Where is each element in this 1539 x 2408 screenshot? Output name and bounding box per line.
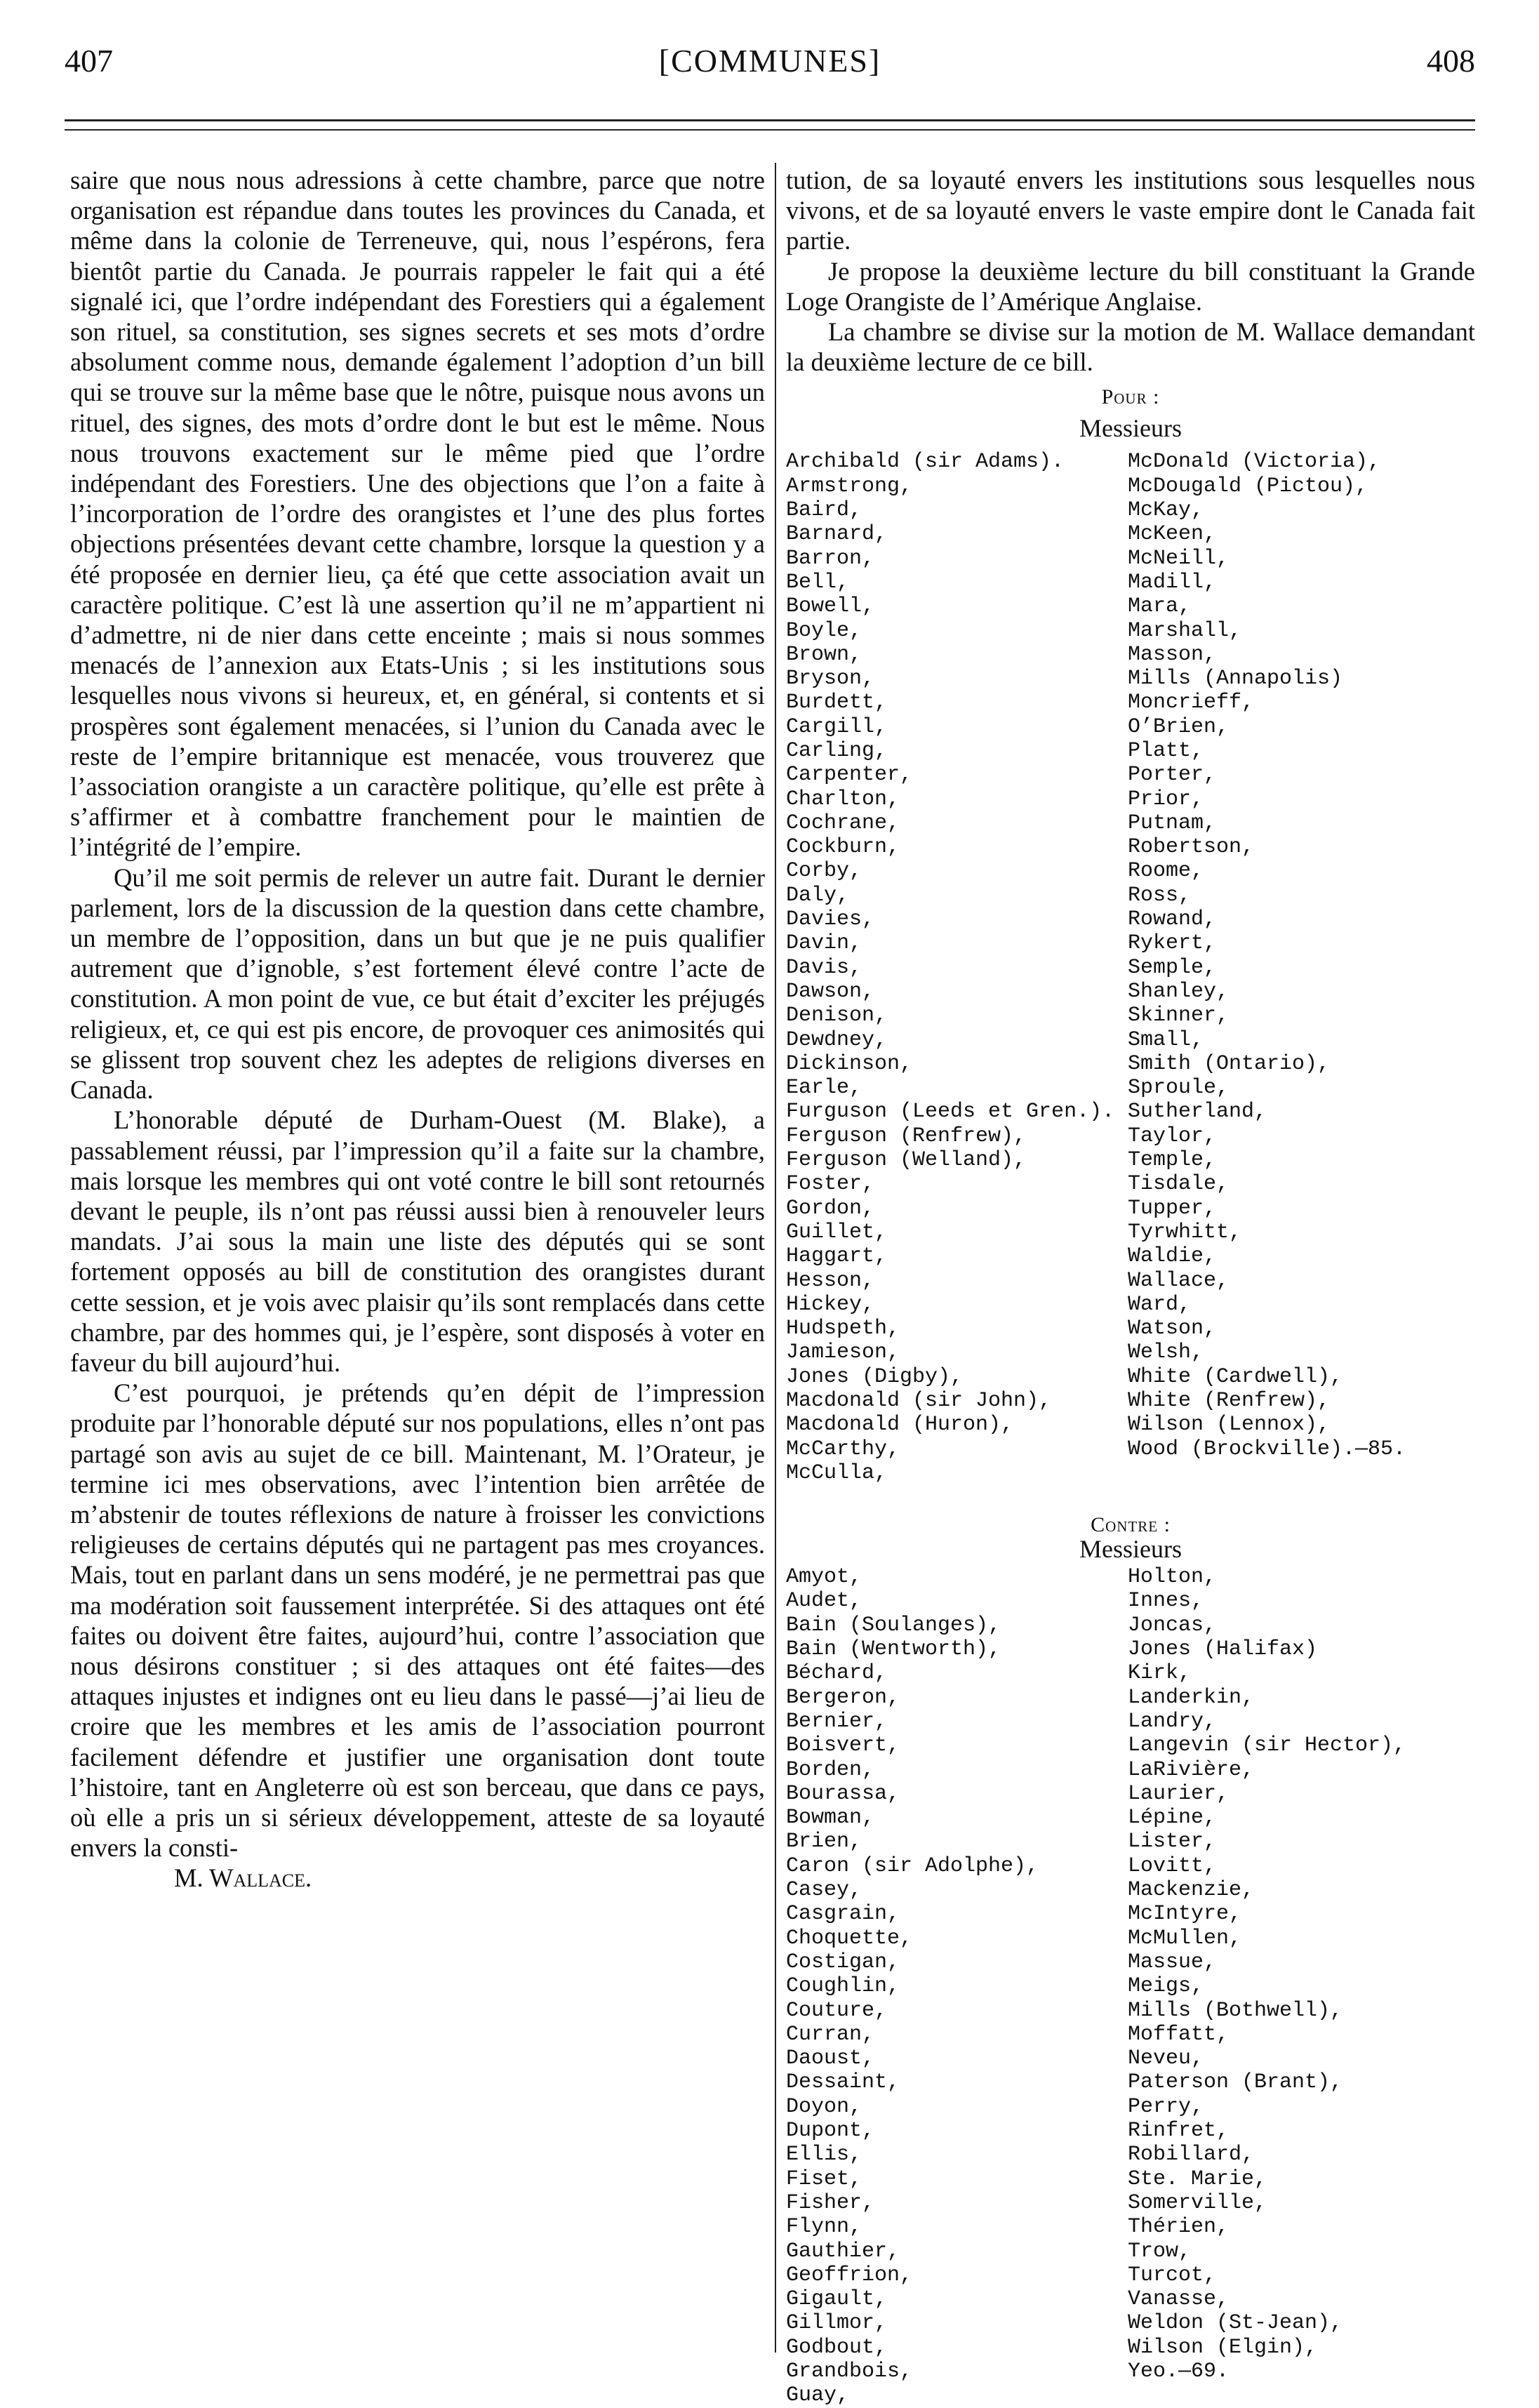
paragraph: saire que nous nous adressions à cette chambre, parce que notre organisation est répandue dans toutes les provinces du Canada, et même dans la colonie de Terreneuve, qui, nous l’espérons, fera bientôt partie du Canada. Je pourrais rappeler le fait qui a été signalé ici, que l’ordre indépendant des Forestiers qui a également son rituel, sa constitution, ses signes secrets et ses mots d’ordre absolument comme nous, demande également l’adoption d’un bill qui se trouve sur la même base que le nôtre, puisque nous avons un rituel, des signes, des mots d’ordre dont le but est le même. Nous nous trouvons exactement sur le même pied que l’ordre indépendant des Forestiers. Une des objections que l’on a faite à l’incorporation de l’ordre des orangistes et l’une des plus fortes objections présentées devant cette chambre, lorsque la question y a été proposée en dernier lieu, ça été que cette association avait un caractère politique. C’est là une assertion qu’il ne m’appartient ni d’admettre, ni de nier dans cette enceinte ; mais si nous sommes menacés de l’annexion aux Etats-Unis ; si les institutions sous lesquelles nous vivons si heureux, et, en général, si contents et si prospères sont également menacées, si l’union du Canada avec le reste de l’empire britannique est menacée, vous trouverez que l’association orangiste a un caractère politique, qu’elle est prête à s’affirmer et à combattre franchement pour le maintien de l’intégrité de l’empire.	[70, 166, 765, 862]
member-name: Somerville,	[1128, 2190, 1267, 2215]
header-rule-thick	[65, 119, 1475, 121]
member-name: Davies,	[786, 907, 875, 932]
member-name: Sproule,	[1128, 1076, 1230, 1100]
member-name: Béchard,	[786, 1661, 888, 1686]
member-name: Curran,	[786, 2022, 875, 2047]
member-name: Burdett,	[786, 691, 888, 715]
member-name: Neveu,	[1128, 2047, 1204, 2071]
vote-pour-subheading: Messieurs	[1079, 414, 1182, 443]
member-name: Bryson,	[786, 667, 875, 691]
name-column	[786, 1565, 1128, 2407]
member-name: Mara,	[1128, 594, 1192, 619]
member-name: Bourassa,	[786, 1781, 900, 1806]
member-name: Brown,	[786, 642, 862, 667]
member-name: Choquette,	[786, 1926, 913, 1950]
member-name: Bowman,	[786, 1806, 875, 1830]
member-name: Ferguson (Welland),	[786, 1148, 1027, 1173]
member-name: Doyon,	[786, 2094, 862, 2119]
member-name: Couture,	[786, 1998, 888, 2023]
member-name: LaRivière,	[1128, 1757, 1255, 1782]
member-name: Landry,	[1128, 1709, 1217, 1734]
paragraph: C’est pourquoi, je prétends qu’en dépit de l’impression produite par l’honorable député sur nos populations, elles n’ont pas partagé son avis au sujet de ce bill. Maintenant, M. l’Orateur, je termine ici mes observations, avec l’intention bien arrêtée de m’abstenir de toutes réflexions de nature à froisser les convictions religieuses de certains députés qui ne partagent pas mes croyances. Mais, tout en parlant dans un sens modéré, je ne permettrai pas que ma modération soit faussement interprétée. Si des attaques ont été faites ou doivent être faites, aujourd’hui, contre l’association que nous désirons constituer ; si des attaques ont été faites—des attaques injustes et indignes ont eu lieu dans le passé—j’ai lieu de croire que les membres et les amis de l’association pourront facilement défendre et justifier une organisation dont toute l’histoire, tant en Angleterre où est son berceau, que dans ce pays, où elle a pris un si sérieux développement, atteste de sa loyauté envers la consti-	[70, 1378, 765, 1863]
member-name: Guillet,	[786, 1220, 888, 1244]
member-name: Coughlin,	[786, 1974, 900, 1999]
member-name: Smith (Ontario),	[1128, 1051, 1331, 1076]
member-name: McIntyre,	[1128, 1902, 1242, 1927]
member-name: Porter,	[1128, 763, 1217, 787]
member-name: Vanasse,	[1128, 2287, 1230, 2312]
member-name: Gauthier,	[786, 2239, 900, 2263]
member-name: Bain (Wentworth),	[786, 1637, 1001, 1662]
member-name: Robertson,	[1128, 835, 1255, 860]
member-name: Turcot,	[1128, 2263, 1217, 2287]
member-name: McDonald (Victoria),	[1128, 450, 1381, 474]
member-name: McMullen,	[1128, 1926, 1242, 1950]
member-name: Daly,	[786, 883, 850, 907]
member-name: Grandbois,	[786, 2359, 913, 2383]
member-name: Baird,	[786, 498, 862, 523]
member-name: Ellis,	[786, 2143, 862, 2167]
member-name: Welsh,	[1128, 1341, 1204, 1365]
member-name: Dessaint,	[786, 2070, 900, 2095]
vote-pour-heading: Pour :	[1101, 385, 1160, 409]
vote-contre-heading: Contre :	[1091, 1513, 1171, 1537]
member-name: Gordon,	[786, 1196, 875, 1220]
member-name: McDougald (Pictou),	[1128, 474, 1368, 498]
member-name: Bowell,	[786, 594, 875, 619]
member-name: Casgrain,	[786, 1902, 900, 1927]
member-name: Hudspeth,	[786, 1317, 900, 1341]
member-name: Haggart,	[786, 1244, 888, 1269]
member-name: Daoust,	[786, 2047, 875, 2071]
member-name: Earle,	[786, 1076, 862, 1100]
member-name: Furguson (Leeds et Gren.).	[786, 1100, 1115, 1124]
member-name: Tupper,	[1128, 1196, 1217, 1220]
member-name: Shanley,	[1128, 979, 1230, 1004]
member-name: Ward,	[1128, 1292, 1192, 1317]
member-name: Bell,	[786, 570, 850, 594]
paragraph: Qu’il me soit permis de relever un autre fait. Durant le dernier parlement, lors de la discussion de la question dans cette chambre, un membre de l’opposition, dans un but que je ne puis qualifier autrement que d’ignoble, s’est fortement élevé contre l’acte de constitution. A mon point de vue, ce but était d’exciter les préjugés religieux, et, ce qui est pis encore, de provoquer ces animosités qui se glissent trop souvent chez les adeptes de religions diverses en Canada.	[70, 863, 765, 1105]
member-name: Carling,	[786, 738, 888, 763]
paragraph: tution, de sa loyauté envers les institutions sous lesquelles nous vivons, et de sa loyauté envers le vaste empire dont le Canada fait partie.	[786, 166, 1475, 255]
member-name: Dawson,	[786, 979, 875, 1004]
name-column	[786, 450, 1128, 1485]
member-name: Cockburn,	[786, 835, 900, 860]
member-name: Davin,	[786, 931, 862, 956]
member-name: Paterson (Brant),	[1128, 2070, 1343, 2095]
header-rule-thin	[65, 129, 1475, 131]
member-name: Innes,	[1128, 1589, 1204, 1614]
name-column	[1128, 1565, 1475, 2407]
member-name: Ross,	[1128, 883, 1192, 907]
member-name: Fiset,	[786, 2167, 862, 2191]
member-name: Tyrwhitt,	[1128, 1220, 1242, 1244]
member-name: Rykert,	[1128, 931, 1217, 956]
member-name: Mills (Bothwell),	[1128, 1998, 1343, 2023]
member-name: O’Brien,	[1128, 714, 1230, 739]
member-name: Corby,	[786, 859, 862, 884]
vote-contre-list	[786, 1565, 1475, 2407]
member-name: Sutherland,	[1128, 1100, 1267, 1124]
paragraph: Je propose la deuxième lecture du bill constituant la Grande Loge Orangiste de l’Amérique Anglaise.	[786, 256, 1475, 316]
member-name: Rinfret,	[1128, 2119, 1230, 2143]
paragraph: La chambre se divise sur la motion de M. Wallace demandant la deuxième lecture de ce bill.	[786, 317, 1475, 377]
member-name: Perry,	[1128, 2094, 1204, 2119]
member-name: Denison,	[786, 1004, 888, 1028]
member-name: Wood (Brockville).—85.	[1128, 1437, 1406, 1461]
member-name: Casey,	[786, 1878, 862, 1903]
member-name: Putnam,	[1128, 811, 1217, 835]
member-name: Langevin (sir Hector),	[1128, 1734, 1406, 1758]
member-name: Foster,	[786, 1172, 875, 1197]
member-name: Joncas,	[1128, 1613, 1217, 1637]
member-name: Taylor,	[1128, 1124, 1217, 1148]
member-name: Prior,	[1128, 787, 1204, 811]
member-name: Meigs,	[1128, 1974, 1204, 1999]
column-divider	[775, 163, 776, 2353]
member-name: Skinner,	[1128, 1004, 1230, 1028]
member-name: Wilson (Lennox),	[1128, 1413, 1331, 1437]
member-name: Dewdney,	[786, 1027, 888, 1052]
member-name: Dickinson,	[786, 1051, 913, 1076]
member-name: Amyot,	[786, 1565, 862, 1590]
member-name: Audet,	[786, 1589, 862, 1614]
member-name: Bergeron,	[786, 1685, 900, 1710]
member-name: Gillmor,	[786, 2311, 888, 2336]
member-name: McKay,	[1128, 498, 1204, 523]
member-name: Caron (sir Adolphe),	[786, 1854, 1039, 1878]
member-name: Semple,	[1128, 955, 1217, 980]
member-name: Roome,	[1128, 859, 1204, 884]
member-name: Bernier,	[786, 1709, 888, 1734]
member-name: Tisdale,	[1128, 1172, 1230, 1197]
member-name: Fisher,	[786, 2190, 875, 2215]
member-name: White (Renfrew),	[1128, 1389, 1331, 1413]
page-header	[65, 42, 1475, 84]
member-name: Gigault,	[786, 2287, 888, 2312]
member-name: Hesson,	[786, 1268, 875, 1293]
member-name: Kirk,	[1128, 1661, 1192, 1686]
member-name: Guay,	[786, 2383, 850, 2408]
member-name: Mackenzie,	[1128, 1878, 1255, 1903]
member-name: Masson,	[1128, 642, 1217, 667]
member-name: McKeen,	[1128, 522, 1217, 547]
member-name: Lépine,	[1128, 1806, 1217, 1830]
member-name: Wallace,	[1128, 1268, 1230, 1293]
page-number-left: 407	[65, 43, 113, 79]
member-name: Moffatt,	[1128, 2022, 1230, 2047]
member-name: Robillard,	[1128, 2143, 1255, 2167]
member-name: McNeill,	[1128, 546, 1230, 571]
member-name: Macdonald (Huron),	[786, 1413, 1014, 1437]
member-name: Godbout,	[786, 2335, 888, 2360]
member-name: Flynn,	[786, 2215, 862, 2240]
right-column	[786, 165, 1475, 2408]
member-name: Davis,	[786, 955, 862, 980]
member-name: Ferguson (Renfrew),	[786, 1124, 1027, 1148]
member-name: Boisvert,	[786, 1734, 900, 1758]
member-name: Carpenter,	[786, 763, 913, 787]
member-name: Cochrane,	[786, 811, 900, 835]
member-name: Platt,	[1128, 738, 1204, 763]
paragraph: L’honorable député de Durham-Ouest (M. Blake), a passablement réussi, par l’impression qu’il a faite sur la chambre, mais lorsque les membres qui ont voté contre le bill sont retournés devant le peuple, ils n’ont pas réussi aussi bien à renouveler leurs mandats. J’ai sous la main une liste des députés qui se sont fortement opposés au bill de constitution des orangistes durant cette session, et je vois avec plaisir qu’ils sont remplacés dans cette chambre, par des hommes qui, je l’espère, sont disposés à voter en faveur du bill aujourd’hui.	[70, 1105, 765, 1377]
member-name: Bain (Soulanges),	[786, 1613, 1001, 1637]
member-name: Hickey,	[786, 1292, 875, 1317]
member-name: Lister,	[1128, 1830, 1217, 1854]
left-column	[70, 165, 765, 1894]
member-name: Lovitt,	[1128, 1854, 1217, 1878]
member-name: Madill,	[1128, 570, 1217, 594]
member-name: Borden,	[786, 1757, 875, 1782]
member-name: Jamieson,	[786, 1341, 900, 1365]
member-name: Yeo.—69.	[1128, 2359, 1230, 2383]
member-name: Cargill,	[786, 714, 888, 739]
member-name: Rowand,	[1128, 907, 1217, 932]
member-name: Mills (Annapolis)	[1128, 667, 1343, 691]
speaker-signature: M. Wallace.	[174, 1863, 312, 1893]
member-name: Geoffrion,	[786, 2263, 913, 2287]
member-name: Thérien,	[1128, 2215, 1230, 2240]
name-column	[1128, 450, 1475, 1485]
page-number-right: 408	[1427, 43, 1475, 79]
member-name: Charlton,	[786, 787, 900, 811]
member-name: Wilson (Elgin),	[1128, 2335, 1318, 2360]
member-name: Moncrieff,	[1128, 691, 1255, 715]
member-name: Small,	[1128, 1027, 1204, 1052]
running-title: [COMMUNES]	[658, 43, 881, 79]
member-name: Marshall,	[1128, 618, 1242, 643]
member-name: Archibald (sir Adams).	[786, 450, 1065, 474]
vote-pour-list	[786, 450, 1475, 1485]
member-name: Dupont,	[786, 2119, 875, 2143]
member-name: Macdonald (sir John),	[786, 1389, 1052, 1413]
member-name: Massue,	[1128, 1950, 1217, 1974]
member-name: Barnard,	[786, 522, 888, 547]
vote-contre-subheading: Messieurs	[1079, 1535, 1182, 1564]
member-name: Armstrong,	[786, 474, 913, 498]
member-name: Trow,	[1128, 2239, 1192, 2263]
member-name: McCulla,	[786, 1461, 888, 1485]
member-name: Barron,	[786, 546, 875, 571]
member-name: Jones (Digby),	[786, 1364, 964, 1389]
member-name: McCarthy,	[786, 1437, 900, 1461]
member-name: Brien,	[786, 1830, 862, 1854]
member-name: Ste. Marie,	[1128, 2167, 1267, 2191]
member-name: Costigan,	[786, 1950, 900, 1974]
member-name: Waldie,	[1128, 1244, 1217, 1269]
member-name: Watson,	[1128, 1317, 1217, 1341]
member-name: Temple,	[1128, 1148, 1217, 1173]
member-name: Landerkin,	[1128, 1685, 1255, 1710]
member-name: Jones (Halifax)	[1128, 1637, 1318, 1662]
member-name: Boyle,	[786, 618, 862, 643]
member-name: Holton,	[1128, 1565, 1217, 1590]
member-name: Weldon (St-Jean),	[1128, 2311, 1343, 2336]
member-name: Laurier,	[1128, 1781, 1230, 1806]
member-name: White (Cardwell),	[1128, 1364, 1343, 1389]
